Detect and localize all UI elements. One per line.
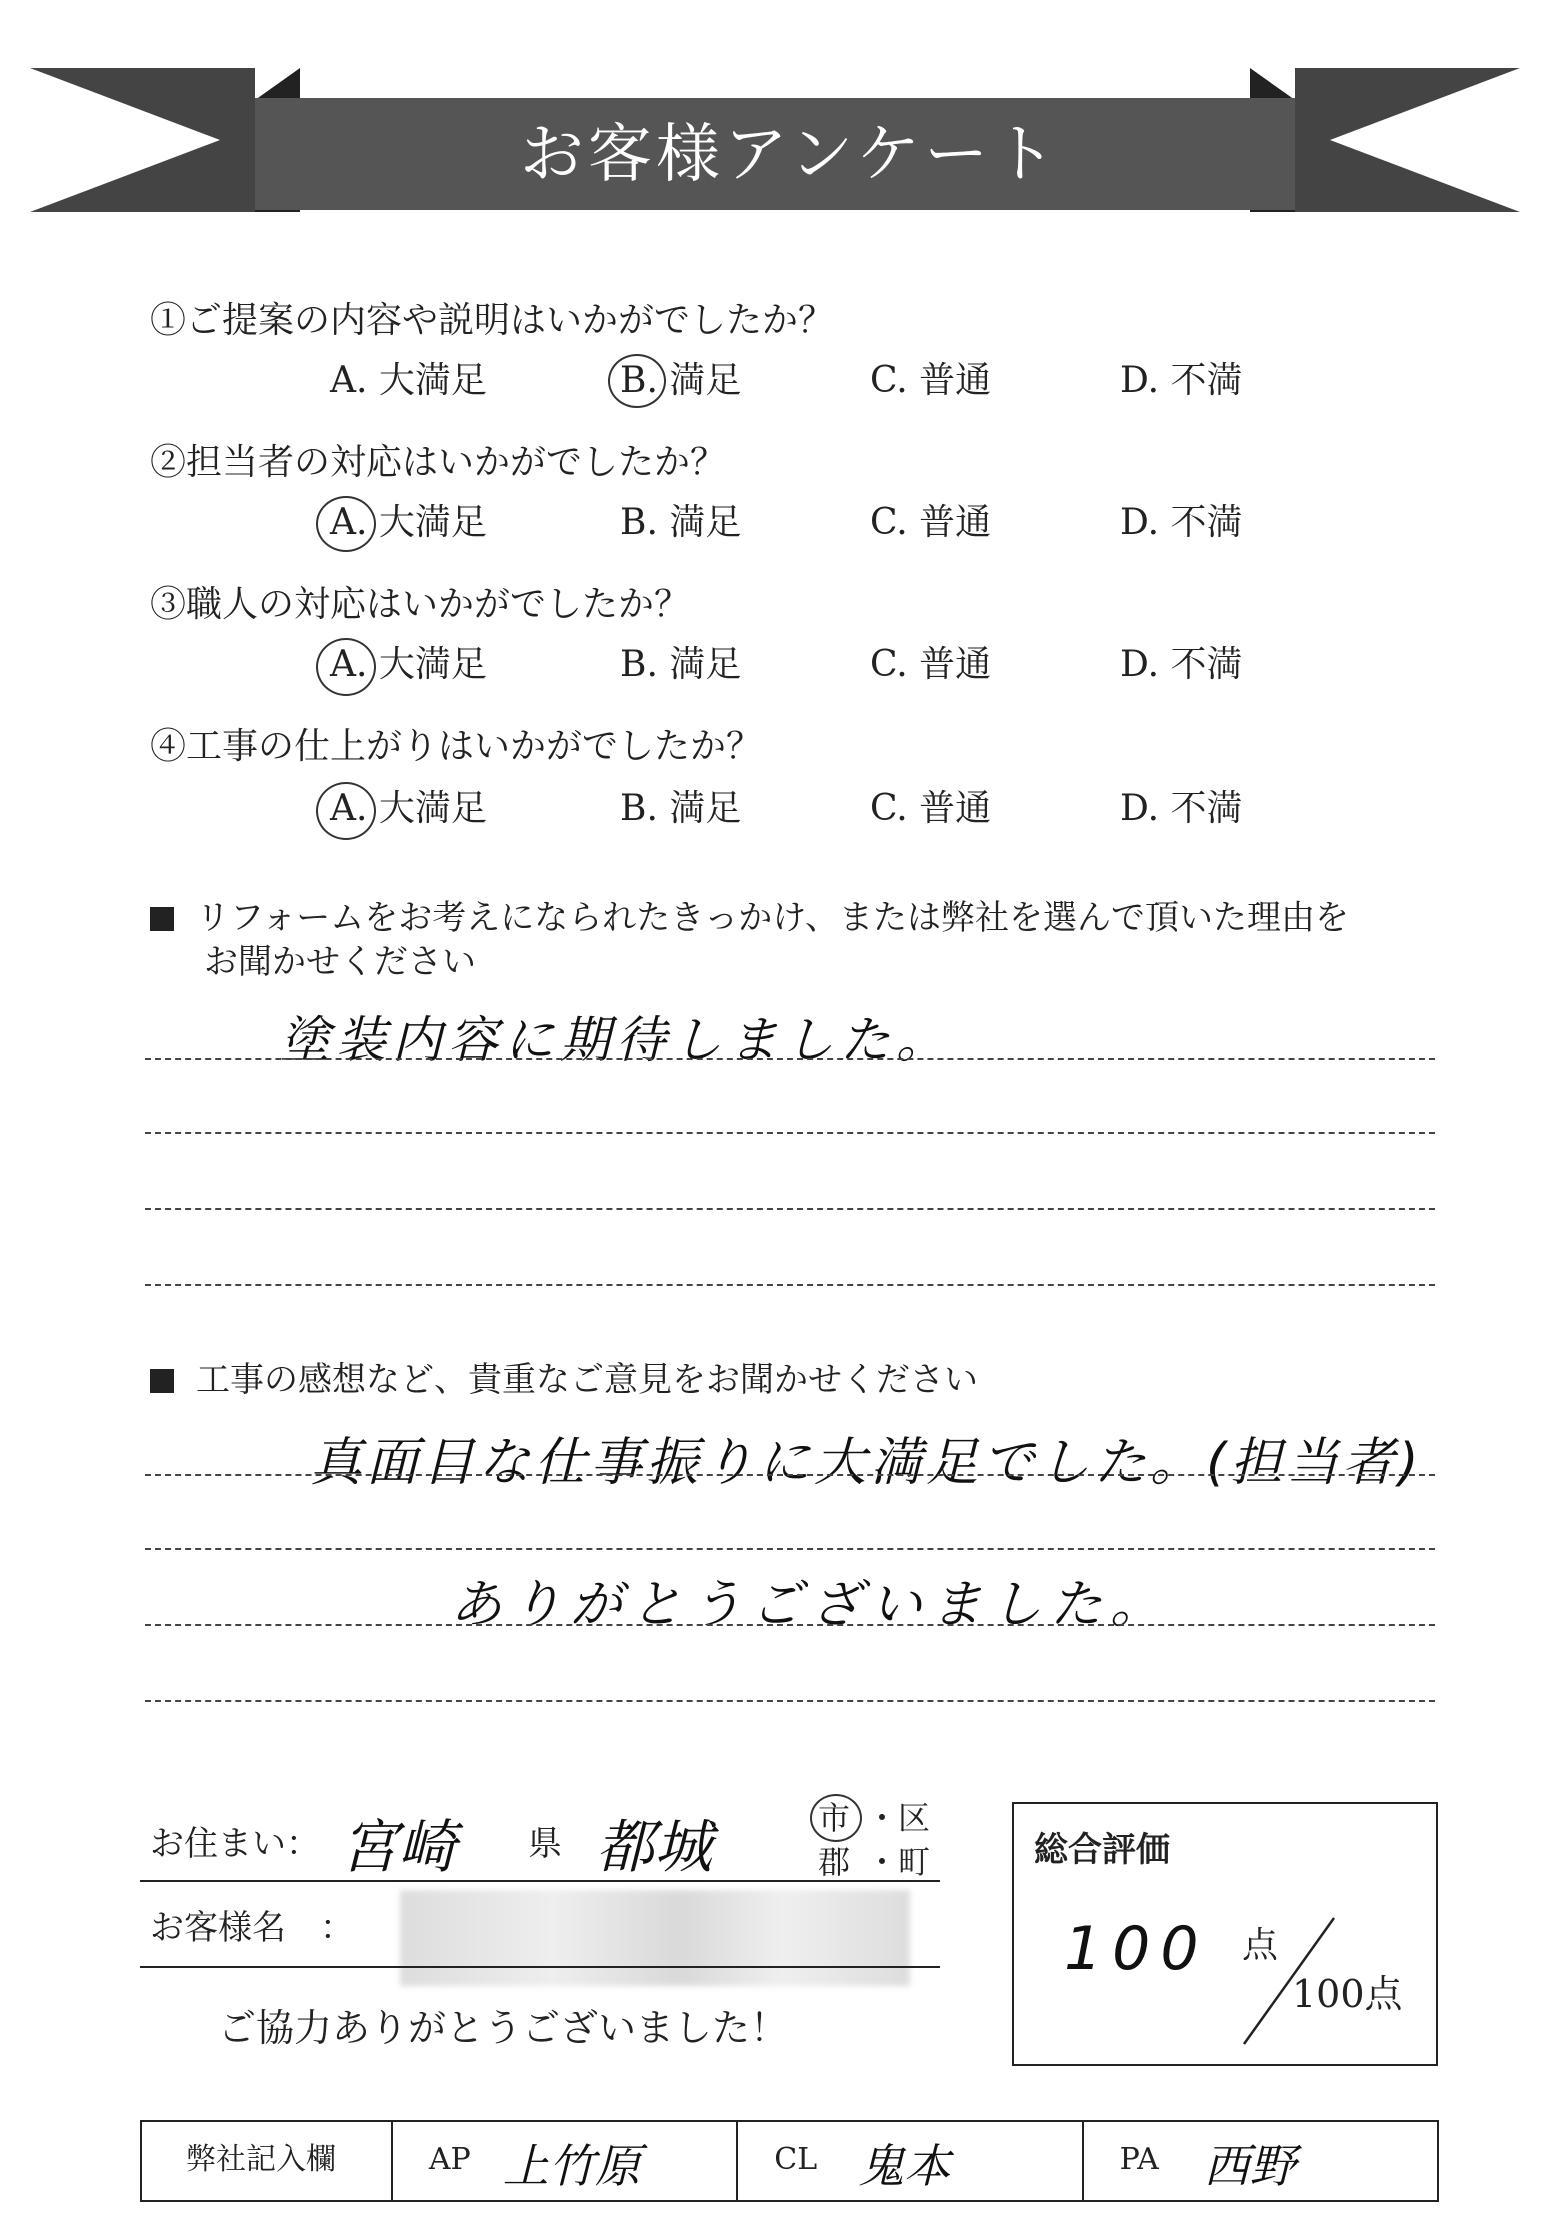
answer-line <box>145 1548 1435 1550</box>
answer-line <box>145 1700 1435 1702</box>
question-2: ②担当者の対応はいかがでしたか？ <box>150 442 727 483</box>
answer-line <box>145 1624 1435 1626</box>
question-4: ④工事の仕上がりはいかがでしたか？ <box>150 726 763 767</box>
q4-selection-circle <box>316 782 376 840</box>
q3-option-d[interactable]: D. 不満 <box>1120 644 1243 685</box>
q1-option-a[interactable]: A. 大満足 <box>330 360 487 401</box>
answer-line <box>145 1284 1435 1286</box>
score-label: 総合評価 <box>1034 1830 1170 1870</box>
question-1: ①ご提案の内容や説明はいかがでしたか？ <box>150 300 835 341</box>
page-title: お客様アンケート <box>519 118 1061 192</box>
q3-selection-circle <box>316 638 376 696</box>
city-suffix-cho: ・町 <box>866 1843 931 1881</box>
city-value[interactable]: 都城 <box>596 1813 713 1881</box>
section2-answer-line2[interactable]: ありがとうございました。 <box>450 1575 1171 1635</box>
thanks-message: ご協力ありがとうございました！ <box>218 2006 789 2050</box>
ap-label: AP <box>428 2142 471 2177</box>
answer-line <box>145 1208 1435 1210</box>
cl-label: CL <box>774 2142 818 2177</box>
square-bullet-icon <box>150 907 174 931</box>
pa-cell <box>1084 2122 1437 2200</box>
address-label: お住まい： <box>150 1824 320 1864</box>
section1-answer[interactable]: 塗装内容に期待しました。 <box>280 1011 952 1069</box>
q1-option-d[interactable]: D. 不満 <box>1120 360 1243 401</box>
answer-line <box>145 1058 1435 1060</box>
q4-option-d[interactable]: D. 不満 <box>1120 788 1243 829</box>
q4-option-b[interactable]: B. 満足 <box>620 788 742 829</box>
redacted-name <box>400 1890 910 1986</box>
cl-cell <box>738 2122 1083 2200</box>
q2-option-d[interactable]: D. 不満 <box>1120 502 1243 543</box>
q4-option-c[interactable]: C. 普通 <box>870 788 992 829</box>
office-use-label-cell <box>142 2122 393 2200</box>
q1-selection-circle <box>608 354 666 408</box>
score-max: 100点 <box>1292 1972 1403 2016</box>
pa-value[interactable]: 西野 <box>1203 2139 1296 2193</box>
city-suffix-shi: 市 <box>818 1799 851 1837</box>
cl-value[interactable]: 鬼本 <box>858 2139 951 2193</box>
score-value[interactable]: 100 <box>1064 1914 1209 1984</box>
pa-label: PA <box>1119 2142 1159 2177</box>
q4-option-a[interactable]: A. 大満足 <box>330 788 487 829</box>
answer-line <box>145 1474 1435 1476</box>
city-suffix-gun: 郡 <box>818 1843 851 1881</box>
q1-option-b[interactable]: B. 満足 <box>620 360 742 401</box>
q2-selection-circle <box>316 496 376 552</box>
prefecture-value[interactable]: 宮崎 <box>340 1813 457 1881</box>
office-use-label: 弊社記入欄 <box>186 2142 336 2177</box>
question-3: ③職人の対応はいかがでしたか？ <box>150 584 691 625</box>
q2-option-b[interactable]: B. 満足 <box>620 502 742 543</box>
prefecture-suffix: 県 <box>528 1824 562 1864</box>
ap-cell <box>393 2122 738 2200</box>
q3-option-b[interactable]: B. 満足 <box>620 644 742 685</box>
name-underline <box>140 1966 940 1968</box>
section1-label-line2: お聞かせください <box>204 942 476 982</box>
q3-option-c[interactable]: C. 普通 <box>870 644 992 685</box>
section2-answer-line1[interactable]: 真面目な仕事振りに大満足でした。(担当者) <box>310 1433 1423 1493</box>
q1-option-c[interactable]: C. 普通 <box>870 360 992 401</box>
address-underline <box>140 1880 940 1882</box>
square-bullet-icon <box>150 1369 174 1393</box>
q3-option-a[interactable]: A. 大満足 <box>330 644 487 685</box>
score-box <box>1012 1802 1438 2066</box>
answer-line <box>145 1132 1435 1134</box>
office-use-table <box>140 2120 1439 2202</box>
city-suffix-ku: ・区 <box>866 1799 931 1837</box>
q2-option-a[interactable]: A. 大満足 <box>330 502 487 543</box>
shi-selection-circle <box>810 1794 862 1842</box>
q2-option-c[interactable]: C. 普通 <box>870 502 992 543</box>
section1-label: リフォームをお考えになられたきっかけ、または弊社を選んで頂いた理由を <box>150 896 1349 940</box>
customer-name-label: お客様名 ： <box>150 1908 354 1948</box>
ap-value[interactable]: 上竹原 <box>502 2139 641 2193</box>
score-unit: 点 <box>1242 1925 1279 1966</box>
section2-label: 工事の感想など、貴重なご意見をお聞かせください <box>150 1358 978 1402</box>
